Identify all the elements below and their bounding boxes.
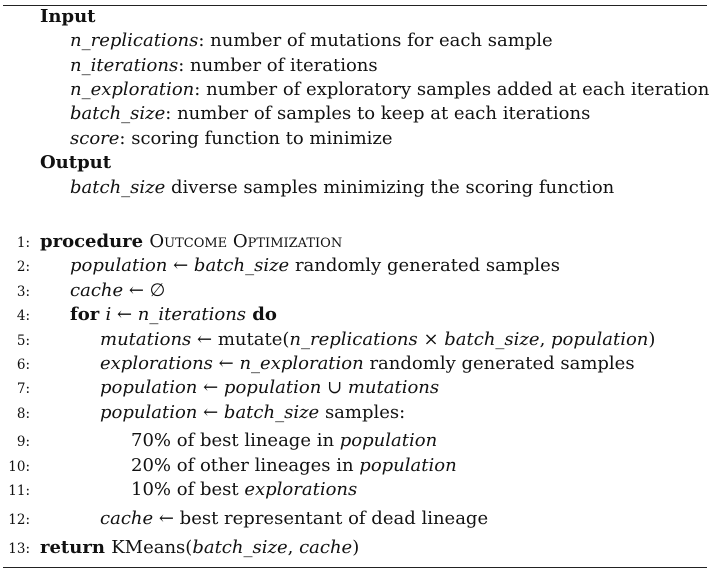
line-number: 11: xyxy=(8,483,30,499)
param-desc: : number of iterations xyxy=(178,55,378,76)
line-number: 13: xyxy=(8,541,30,557)
var: n_replications xyxy=(289,329,418,350)
text: mutate( xyxy=(217,329,290,350)
operator: ← xyxy=(197,402,224,423)
algo-text xyxy=(100,507,488,531)
operator: ← xyxy=(197,377,224,398)
algo-text xyxy=(131,429,437,453)
var: population xyxy=(339,430,438,451)
algo-text xyxy=(100,376,439,400)
text: , xyxy=(287,537,300,558)
text: samples: xyxy=(319,402,406,423)
param-desc: : number of mutations for each sample xyxy=(198,30,553,51)
algo-text xyxy=(131,478,357,502)
line-number: 6: xyxy=(16,357,30,373)
var: mutations xyxy=(100,329,192,350)
var: n_exploration xyxy=(239,353,364,374)
var: batch_size xyxy=(223,402,320,423)
keyword: return xyxy=(40,537,112,558)
operator: ∪ xyxy=(321,377,348,398)
param-name: n_exploration xyxy=(70,79,195,100)
var: batch_size xyxy=(444,329,540,350)
var: cache xyxy=(70,280,124,301)
algo-text xyxy=(100,352,635,376)
var: explorations xyxy=(100,353,213,374)
line-number: 1: xyxy=(16,235,30,251)
text: best representant of dead lineage xyxy=(179,508,489,529)
param-desc: : scoring function to minimize xyxy=(119,128,393,149)
algo-text xyxy=(131,454,457,478)
var: population xyxy=(359,455,457,476)
text: , xyxy=(539,329,552,350)
input-param-text xyxy=(70,29,553,53)
var: population xyxy=(223,377,322,398)
var: population xyxy=(551,329,649,350)
var: population xyxy=(100,402,198,423)
operator: ← xyxy=(212,353,240,374)
input-param-text xyxy=(70,78,709,102)
line-number: 7: xyxy=(16,381,30,397)
text: 20% of other lineages in xyxy=(131,455,360,476)
operator: ← xyxy=(191,329,218,350)
text: ∅ xyxy=(149,280,166,301)
algo-text xyxy=(40,230,342,254)
output-desc-text xyxy=(70,176,614,200)
algo-text xyxy=(100,401,405,425)
output-name: batch_size xyxy=(70,177,166,198)
operator: ← xyxy=(111,304,138,325)
text: 10% of best xyxy=(131,479,245,500)
var: i xyxy=(105,304,112,325)
line-number: 12: xyxy=(8,512,30,528)
input-param-text xyxy=(70,127,393,151)
keyword: procedure xyxy=(40,231,150,252)
algo-text xyxy=(70,303,277,327)
line-number: 10: xyxy=(8,459,30,475)
algo-text xyxy=(70,254,560,278)
input-param-text xyxy=(70,54,378,78)
var: explorations xyxy=(244,479,358,500)
line-number: 3: xyxy=(16,284,30,300)
algo-text xyxy=(100,328,655,352)
operator: ← xyxy=(123,280,150,301)
text: ) xyxy=(352,537,360,558)
keyword: do xyxy=(246,304,277,325)
text: randomly generated samples xyxy=(289,255,561,276)
keyword: for xyxy=(70,304,106,325)
var: n_iterations xyxy=(137,304,247,325)
var: population xyxy=(70,255,168,276)
var: mutations xyxy=(347,377,440,398)
param-name: score xyxy=(70,128,120,149)
param-desc: : number of exploratory samples added at each iteration xyxy=(194,79,710,100)
operator: ← xyxy=(153,508,180,529)
input-param-text xyxy=(70,102,590,126)
text: ) xyxy=(648,329,656,350)
top-rule xyxy=(3,5,707,6)
algo-text xyxy=(40,536,359,560)
output-heading: Output xyxy=(40,152,112,173)
var: cache xyxy=(299,537,353,558)
input-heading: Input xyxy=(40,6,96,27)
line-number: 9: xyxy=(16,434,30,450)
bottom-rule xyxy=(3,567,707,568)
algo-text xyxy=(70,279,165,303)
var: population xyxy=(100,377,198,398)
param-name: batch_size xyxy=(70,103,166,124)
output-desc: diverse samples minimizing the scoring function xyxy=(165,177,615,198)
operator: ← xyxy=(167,255,194,276)
line-number: 2: xyxy=(16,259,30,275)
text: 70% of best lineage in xyxy=(131,430,340,451)
param-name: n_iterations xyxy=(70,55,179,76)
operator: × xyxy=(417,329,445,350)
line-number: 8: xyxy=(16,406,30,422)
var: batch_size xyxy=(193,255,290,276)
text: randomly generated samples xyxy=(363,353,635,374)
var: batch_size xyxy=(192,537,288,558)
text: KMeans( xyxy=(111,537,193,558)
line-number: 5: xyxy=(16,333,30,349)
param-desc: : number of samples to keep at each iterations xyxy=(165,103,591,124)
var: cache xyxy=(100,508,154,529)
procedure-name: Outcome Optimization xyxy=(149,231,343,252)
param-name: n_replications xyxy=(70,30,199,51)
line-number: 4: xyxy=(16,308,30,324)
